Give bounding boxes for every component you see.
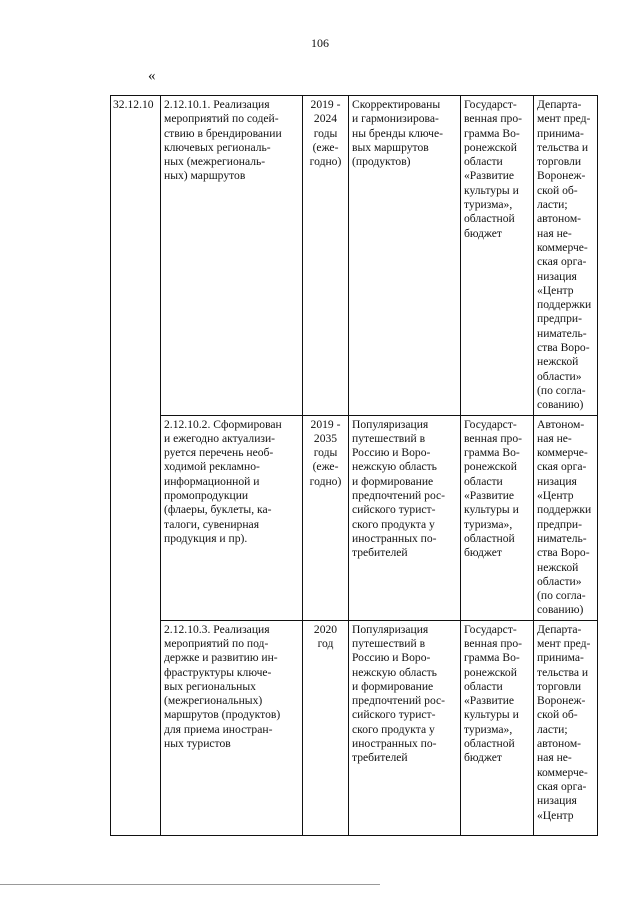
result-text: Популяризация путешествий в Россию и Воро- нежскую область и формирование предпочтений рос- сийского турист- ского продукта у иностранных по- требителей [352, 622, 446, 765]
activity-text: 2.12.10.1. Реализация мероприятий по содей- ствию в брендировании ключевых региональ- ных (межрегиональ- ных) маршрутов [164, 98, 282, 183]
footer-divider [0, 884, 380, 885]
period-cell [303, 620, 349, 835]
result-cell [349, 620, 461, 835]
period-text: 2019 - 2024 годы (еже- годно) [309, 98, 342, 169]
activity-text: 2.12.10.3. Реализация мероприятий по под- держке и развитию ин- фраструктуры ключе- вых региональных (межрегиональных) маршрутов (продуктов) для приема иностран- ных туристов [164, 622, 281, 751]
funding-source-text: Государст- венная про- грамма Во- ронежской области «Развитие культуры и туризма», областной бюджет [464, 98, 522, 240]
period-cell [303, 415, 349, 620]
funding-source-text: Государст- венная про- грамма Во- ронежской области «Развитие культуры и туризма», областной бюджет [464, 622, 522, 765]
activity-cell [161, 415, 303, 620]
section-number-cell [111, 96, 161, 836]
page-number: 106 [311, 36, 329, 50]
table-row [111, 415, 598, 620]
period-cell [303, 96, 349, 416]
result-cell [349, 415, 461, 620]
table-row [111, 96, 598, 416]
period-text: 2020 год [313, 622, 338, 650]
result-text: Скорректированы и гармонизирова- ны бренды ключе- вых маршрутов (продуктов) [352, 98, 444, 169]
funding-source-text: Государст- венная про- грамма Во- ронежской области «Развитие культуры и туризма», областной бюджет [464, 417, 522, 560]
activities-table [110, 95, 598, 836]
table-row [111, 620, 598, 835]
executor-text: Департа- мент пред- принима- тельства и торговли Воронеж- ской об- ласти; автоном- ная не- коммерче- ская орга- низация «Центр поддержки предпри- ниматель- ства Воро- нежской области» (по согла- сованию) [537, 98, 592, 412]
executor-cell [534, 96, 598, 416]
period-text: 2019 - 2035 годы (еже- годно) [309, 417, 342, 488]
source-cell [461, 415, 534, 620]
source-cell [461, 620, 534, 835]
section-number: 32.12.10 [113, 98, 154, 111]
executor-text: Автоном- ная не- коммерче- ская орга- низация «Центр поддержки предпри- ниматель- ства Воро- нежской области» (по согла- сованию) [537, 417, 592, 617]
source-cell [461, 96, 534, 416]
executor-cell [534, 415, 598, 620]
opening-quote-mark: « [148, 68, 156, 84]
executor-text: Департа- мент пред- принима- тельства и торговли Воронеж- ской об- ласти; автоном- ная не- коммерче- ская орга- низация «Центр [537, 622, 591, 822]
activity-cell [161, 620, 303, 835]
activity-cell [161, 96, 303, 416]
result-cell [349, 96, 461, 416]
result-text: Популяризация путешествий в Россию и Воро- нежскую область и формирование предпочтений рос- сийского турист- ского продукта у иностранных по- требителей [352, 417, 446, 560]
activity-text: 2.12.10.2. Сформирован и ежегодно актуализи- руется перечень необ- ходимой рекламно- информационной и промопродукции (флаеры, буклеты, ка- талоги, сувенирная продукция и пр). [164, 417, 282, 545]
executor-cell [534, 620, 598, 835]
